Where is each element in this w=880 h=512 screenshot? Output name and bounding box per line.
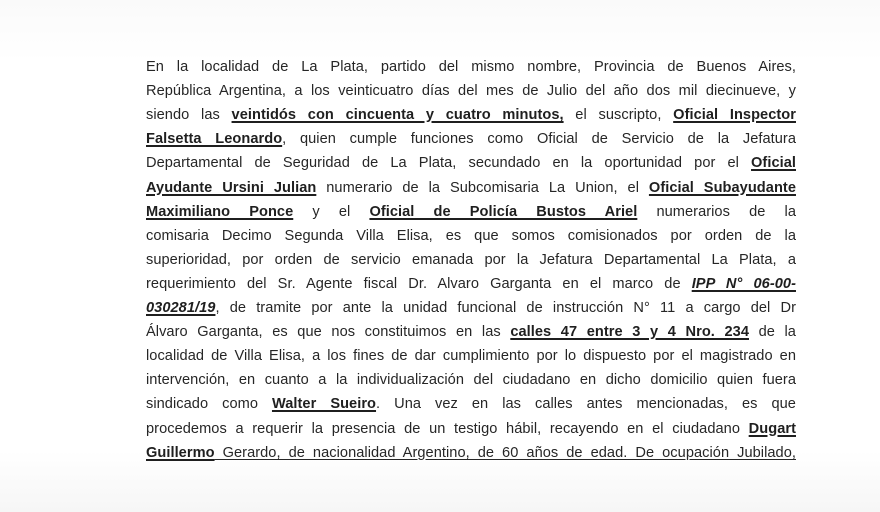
emphasized-text: Oficial xyxy=(751,155,796,172)
emphasized-text: Ayudante Ursini Julian xyxy=(146,179,317,196)
body-text: el suscripto, xyxy=(563,107,674,124)
emphasized-text: veintidós con cincuenta y cuatro minutos, xyxy=(231,107,564,124)
body-text: . Una vez en las calles antes mencionadas, es que xyxy=(376,396,796,413)
document-line xyxy=(146,223,796,249)
document-line xyxy=(146,367,796,393)
document-line xyxy=(146,391,796,417)
emphasized-text: Walter Sueiro xyxy=(271,396,377,413)
document-line xyxy=(146,295,796,321)
document-line xyxy=(146,247,796,273)
body-text: En la localidad de La Plata, partido del mismo nombre, Provincia de Buenos Aires, xyxy=(146,59,796,75)
body-text: , quien cumple funciones como Oficial de Servicio de la Jefatura xyxy=(282,131,796,148)
emphasized-text: Maximiliano Ponce xyxy=(146,203,294,220)
document-line xyxy=(146,440,796,466)
body-text: requerimiento del Sr. Agente fiscal Dr. Alvaro Garganta en el marco de xyxy=(146,275,692,292)
document-line xyxy=(146,343,796,369)
document-line xyxy=(146,150,796,176)
emphasized-text: Falsetta Leonardo xyxy=(146,131,283,148)
document-line xyxy=(146,78,796,104)
body-text: Álvaro Garganta, es que nos constituimos en las xyxy=(146,324,511,341)
body-text: siendo las xyxy=(146,107,232,124)
body-text: sindicado como xyxy=(146,396,272,413)
body-text: numerario de la Subcomisaria La Union, el xyxy=(316,179,649,196)
document-line xyxy=(146,416,796,442)
document-line xyxy=(146,319,796,345)
document-line xyxy=(146,126,796,152)
emphasized-text: Guillermo xyxy=(146,444,215,461)
body-text: República Argentina, a los veinticuatro días del mes de Julio del año dos mil diecinueve, y xyxy=(146,83,796,100)
emphasized-text: calles 47 entre 3 y 4 Nro. 234 xyxy=(510,324,749,341)
body-text: intervención, en cuanto a la individualización del ciudadano en dicho domicilio quien fuera xyxy=(146,372,796,389)
document-line xyxy=(146,54,796,80)
body-text: localidad de Villa Elisa, a los fines de dar cumplimiento por lo dispuesto por el magistrado en xyxy=(146,348,796,365)
emphasized-text: Dugart xyxy=(748,420,796,437)
body-text: y el xyxy=(293,203,370,220)
body-text: de la xyxy=(749,324,796,341)
emphasized-text: Oficial de Policía Bustos Ariel xyxy=(369,203,638,220)
document-line xyxy=(146,175,796,201)
document-line xyxy=(146,199,796,225)
emphasized-text: IPP N° 06-00- xyxy=(691,275,796,292)
document-line xyxy=(146,271,796,297)
body-text: Departamental de Seguridad de La Plata, secundado en la oportunidad por el xyxy=(146,155,752,172)
body-text: , de tramite por ante la unidad funcional de instrucción N° 11 a cargo del Dr xyxy=(215,300,796,316)
document-line xyxy=(146,102,796,128)
body-text: procedemos a requerir la presencia de un testigo hábil, recayendo en el ciudadano xyxy=(146,420,749,437)
emphasized-text: Oficial Subayudante xyxy=(648,179,796,196)
body-text: superioridad, por orden de servicio emanada por la Jefatura Departamental La Plata, a xyxy=(146,251,796,268)
body-text: comisaria Decimo Segunda Villa Elisa, es que somos comisionados por orden de la xyxy=(146,227,796,244)
body-text: Gerardo, de nacionalidad Argentino, de 60 años de edad. De ocupación Jubilado, xyxy=(214,444,796,461)
body-text: numerarios de la xyxy=(637,203,796,220)
emphasized-text: Oficial Inspector xyxy=(673,107,796,124)
emphasized-text: 030281/19 xyxy=(146,300,216,316)
